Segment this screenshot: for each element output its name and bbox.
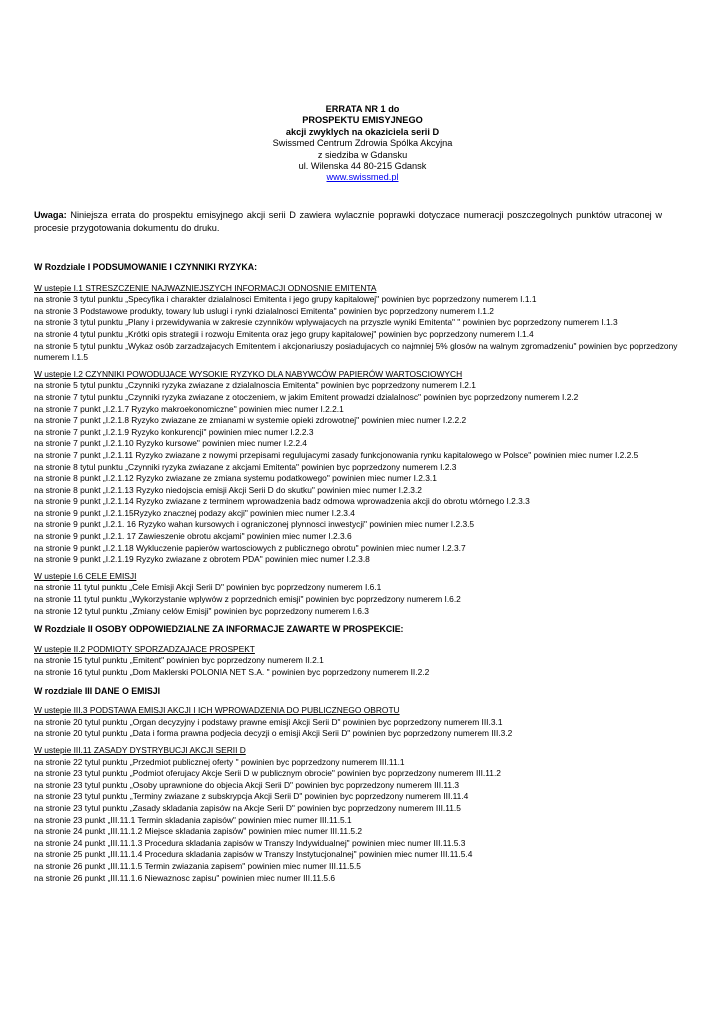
correction-line: na stronie 7 punkt „I.2.1.10 Ryzyko kursowe" powinien miec numer I.2.2.4 — [34, 438, 307, 449]
correction-line: na stronie 8 punkt „I.2.1.12 Ryzyko zwiazane ze zmiana systemu podatkowego" powinien miec numer I.2.3.1 — [34, 473, 437, 484]
correction-line: na stronie 24 punkt „III.11.1.3 Procedura skladania zapisów w Transzy Indywidualnej" powinien miec numer III.11.5.3 — [34, 837, 466, 848]
note-text: Niniejsza errata do prospektu emisyjnego akcji serii D zawiera wylacznie poprawki dotyczace numeracji poszczegolnych punktów utraconej w procesie przygotowania dokumentu do druku. — [34, 210, 662, 233]
prospectus-title: PROSPEKTU EMISYJNEGO — [302, 115, 423, 126]
correction-line: na stronie 16 tytul punktu „Dom Maklerski POLONIA NET S.A. " powinien byc poprzedzony numerem II.2.2 — [34, 667, 430, 677]
correction-line: na stronie 5 tytul punktu „Czynniki ryzyka zwiazane z dzialalnoscia Emitenta" powinien byc poprzedzony numerem I.2.1 — [34, 380, 476, 391]
correction-line: na stronie 8 tytul punktu „Czynniki ryzyka zwiazane z akcjami Emitenta" powinien byc poprzedzony numerem I.2.3 — [34, 461, 457, 472]
section-heading: W ustepie II.2 PODMIOTY SPORZADZAJACE PROSPEKT — [34, 643, 255, 654]
chapter-heading: W Rozdziale II OSOBY ODPOWIEDZIALNE ZA INFORMACJE ZAWARTE W PROSPEKCIE: — [34, 624, 404, 635]
correction-line: na stronie 25 punkt „III.11.1.4 Procedura skladania zapisów w Transzy Instytucjonalnej" powinien miec numer III.11.5.4 — [34, 849, 473, 860]
shares-description: akcji zwyklych na okaziciela serii D — [285, 126, 440, 137]
correction-line: na stronie 24 punkt „III.11.1.2 Miejsce skladania zapisów" powinien miec numer III.11.5.2 — [34, 826, 363, 837]
chapter-heading: W Rozdziale I PODSUMOWANIE I CZYNNIKI RYZYKA: — [34, 262, 258, 272]
correction-line: na stronie 4 tytul punktu „Krótki opis strategii i rozwoju Emitenta oraz jego grupy kapitalowej" powinien byc poprzedzony numerem I.1.4 — [34, 328, 534, 339]
correction-line: na stronie 23 tytul punktu „Podmiot oferujacy Akcje Serii D w publicznym obrocie" powinien byc poprzedzony numerem III.11.2 — [34, 768, 501, 779]
section-heading: W ustepie III.3 PODSTAWA EMISJI AKCJI I ICH WPROWADZENIA DO PUBLICZNEGO OBROTU — [34, 705, 400, 716]
correction-line: na stronie 20 tytul punktu „Organ decyzyjny i podstawy prawne emisji Akcji Serii D" powinien byc poprzedzony numerem III.3.1 — [34, 716, 503, 727]
correction-line: na stronie 23 tytul punktu „Osoby uprawnione do objecia Akcji Serii D" powinien byc poprzedzony numerem III.11.3 — [34, 779, 460, 790]
company-website-link[interactable]: www.swissmed.pl — [326, 172, 399, 183]
correction-line: na stronie 26 punkt „III.11.1.6 Niewaznosc zapisu" powinien miec numer III.11.5.6 — [34, 872, 336, 883]
correction-line: na stronie 20 tytul punktu „Data i forma prawna podjecia decyzji o emisji Akcji Serii D" powinien byc poprzedzony numerem III.3.2 — [34, 728, 513, 739]
correction-line: na stronie 26 punkt „III.11.1.5 Termin zwiazania zapisem" powinien miec numer III.11.5.5 — [34, 860, 361, 871]
correction-line: na stronie 11 tytul punktu „Wykorzystanie wplywów z poprzednich emisji" powinien byc poprzedzony numerem I.6.2 — [34, 594, 461, 605]
correction-line: na stronie 23 tytul punktu „Zasady skladania zapisów na Akcje Serii D" powinien byc poprzedzony numerem III.11.5 — [34, 802, 461, 813]
correction-line: na stronie 7 punkt „I.2.1.11 Ryzyko zwiazane z nowymi przepisami regulujacymi zasady funkcjonowania rynku kapitalowego w Polsce" powinien miec numer I.2.2.5 — [34, 449, 639, 460]
company-address: ul. Wilenska 44 80-215 Gdansk — [298, 161, 427, 172]
errata-header — [0, 104, 725, 184]
company-seat: z siedziba w Gdansku — [317, 149, 408, 160]
correction-line: na stronie 3 tytul punktu „Plany i przewidywania w zakresie czynników wplywajacych na przyszle wyniki Emitenta" " powinien byc poprzedzony numerem I.1.3 — [34, 317, 618, 328]
company-name: Swissmed Centrum Zdrowia Spólka Akcyjna — [272, 138, 453, 149]
correction-line: na stronie 7 tytul punktu „Czynniki ryzyka zwiazane z otoczeniem, w jakim Emitent prowadzi dzialalnosc" powinien byc poprzedzony numerem I.2.2 — [34, 391, 579, 402]
errata-title: ERRATA NR 1 do — [325, 104, 400, 114]
correction-line: na stronie 23 tytul punktu „Terminy zwiazane z subskrypcja Akcji Serii D" powinien byc poprzedzony numerem III.11.4 — [34, 791, 469, 802]
correction-line: na stronie 3 tytul punktu „Specyfika i charakter dzialalnosci Emitenta i jego grupy kapitalowej" powinien byc poprzedzony numerem I.1.1 — [34, 294, 537, 305]
correction-line: na stronie 12 tytul punktu „Zmiany celów Emisji" powinien byc poprzedzony numerem I.6.3 — [34, 605, 369, 616]
correction-line: na stronie 3 Podstawowe produkty, towary lub uslugi i rynki dzialalnosci Emitenta" powinien byc poprzedzony numerem I.1.2 — [34, 305, 494, 316]
errata-note — [34, 209, 662, 234]
correction-line: na stronie 23 punkt „III.11.1 Termin skladania zapisów" powinien miec numer III.11.5.1 — [34, 814, 352, 825]
corrections-list — [34, 262, 694, 884]
correction-line: na stronie 7 punkt „I.2.1.7 Ryzyko makroekonomiczne" powinien miec numer I.2.2.1 — [34, 403, 344, 414]
chapter-heading: W rozdziale III DANE O EMISJI — [34, 685, 161, 696]
correction-line: na stronie 9 punkt „I.2.1.15Ryzyko znacznej podazy akcji" powinien miec numer I.2.3.4 — [34, 507, 355, 518]
correction-line: na stronie 15 tytul punktu „Emitent" powinien byc poprzedzony numerem II.2.1 — [34, 655, 324, 666]
section-heading: W ustepie I.1 STRESZCZENIE NAJWAZNIEJSZYCH INFORMACJI ODNOSNIE EMITENTA — [34, 282, 377, 293]
correction-line: na stronie 9 punkt „I.2.1. 17 Zawieszenie obrotu akcjami" powinien miec numer I.2.3.6 — [34, 531, 352, 542]
correction-line: na stronie 9 punkt „I.2.1.14 Ryzyko zwiazane z terminem wprowadzenia badz odmowa wprowadzenia akcji do obrotu wtórnego I.2.3.3 — [34, 496, 530, 507]
correction-line: na stronie 9 punkt „I.2.1.18 Wykluczenie papierów wartosciowych z publicznego obrotu" powinien miec numer I.2.3.7 — [34, 542, 466, 553]
section-heading: W ustepie I.6 CELE EMISJI — [34, 570, 137, 581]
correction-line: na stronie 8 punkt „I.2.1.13 Ryzyko niedojscia emisji Akcji Serii D do skutku" powinien miec numer I.2.3.2 — [34, 484, 422, 495]
correction-line: na stronie 5 tytul punktu „Wykaz osób zarzadzajacych Emitentem i akcjonariuszy posiadujacych co najmniej 5% glosów na walnym zgromadzeniu" powinien byc poprzedzony numerem I.1.5 — [34, 340, 678, 363]
correction-line: na stronie 9 punkt „I.2.1.19 Ryzyko zwiazane z obrotem PDA" powinien miec numer I.2.3.8 — [34, 554, 370, 565]
note-label: Uwaga: — [34, 210, 67, 220]
correction-line: na stronie 9 punkt „I.2.1. 16 Ryzyko wahan kursowych i ograniczonej plynnosci inwestycji" powinien miec numer I.2.3.5 — [34, 519, 475, 530]
correction-line: na stronie 22 tytul punktu „Przedmiot publicznej oferty " powinien byc poprzedzony numerem III.11.1 — [34, 756, 405, 767]
correction-line: na stronie 7 punkt „I.2.1.8 Ryzyko zwiazane ze zmianami w systemie opieki zdrowotnej" powinien miec numer I.2.2.2 — [34, 415, 467, 426]
section-heading: W ustepie I.2 CZYNNIKI POWODUJACE WYSOKIE RYZYKO DLA NABYWCÓW PAPIERÓW WARTOSCIOWYCH — [34, 368, 463, 379]
correction-line: na stronie 11 tytul punktu „Cele Emisji Akcji Serii D" powinien byc poprzedzony numerem I.6.1 — [34, 582, 382, 593]
correction-line: na stronie 7 punkt „I.2.1.9 Ryzyko konkurencji" powinien miec numer I.2.2.3 — [34, 426, 314, 437]
section-heading: W ustepie III.11 ZASADY DYSTRYBUCJI AKCJI SERII D — [34, 744, 246, 755]
